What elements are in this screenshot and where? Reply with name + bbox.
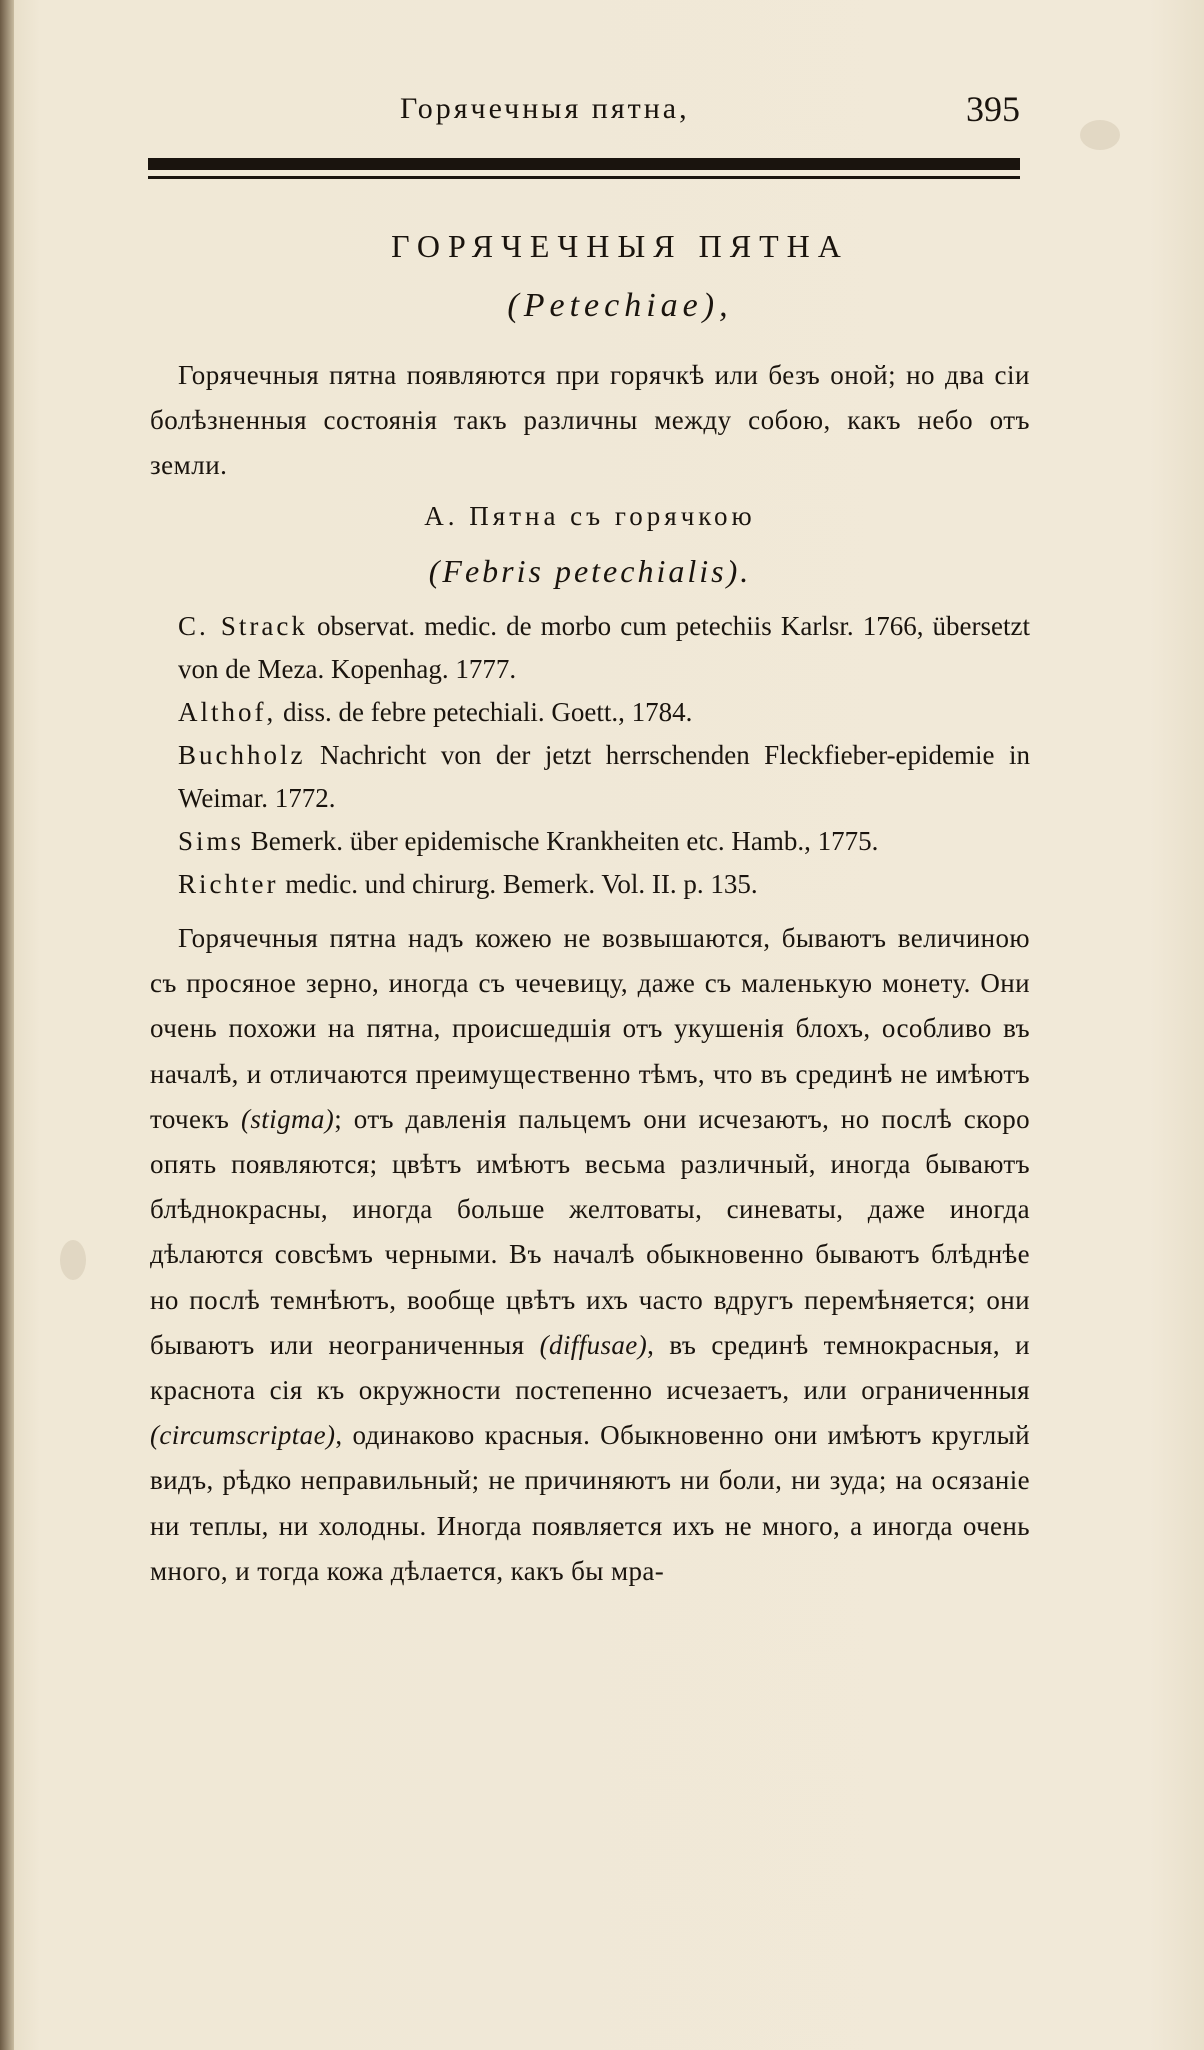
reference-author: Sims bbox=[178, 826, 245, 856]
body-paragraph bbox=[150, 916, 1030, 1594]
latin-term-circumscriptae: (circumscriptae) bbox=[150, 1420, 336, 1451]
reference-item bbox=[150, 691, 1030, 734]
reference-text: observat. medic. de morbo cum petechiis Karlsr. 1766, übersetzt von de Meza. Kopenhag. 1777. bbox=[178, 611, 1030, 684]
reference-item bbox=[150, 863, 1030, 906]
paper-stain bbox=[1080, 120, 1120, 150]
article-title: ГОРЯЧЕЧНЫЯ ПЯТНА bbox=[391, 228, 849, 264]
intro-paragraph: Горячечныя пятна появляются при горячкѣ или безъ оной; но два сіи болѣзненныя состоянія такъ различны между собою, какъ небо отъ земли. bbox=[150, 360, 1030, 480]
body-text-part: , въ срединѣ темнокрасныя, и краснота сія къ окружности постепенно исчезаетъ, или ограниченныя bbox=[150, 1329, 1031, 1406]
article-content bbox=[150, 220, 1030, 1594]
body-text-part: , одинаково красныя. Обыкновенно они имѣютъ круглый видъ, рѣдко неправильный; не причиняютъ ни боли, ни зуда; на осязаніе ни теплы, ни холодны. Иногда появляется ихъ не много, а иногда очень много, и тогда кожа дѣлается, какъ бы мра- bbox=[150, 1420, 1030, 1586]
reference-text: Nachricht von der jetzt herrschenden Fleckfieber-epidemie in Weimar. 1772. bbox=[178, 740, 1030, 813]
reference-item bbox=[150, 605, 1030, 691]
page-number: 395 bbox=[966, 89, 1020, 129]
reference-text: diss. de febre petechiali. Goett., 1784. bbox=[283, 697, 693, 727]
reference-author: C. Strack bbox=[178, 611, 308, 641]
section-a-title: А. Пятна съ горячкою bbox=[424, 501, 756, 531]
latin-term-stigma: (stigma) bbox=[240, 1103, 335, 1134]
binding-edge bbox=[0, 0, 14, 2050]
running-head bbox=[150, 89, 1030, 142]
article-latin-title: (Petechiae), bbox=[507, 287, 733, 324]
references-list bbox=[150, 605, 1030, 906]
section-a-latin: (Febris petechialis). bbox=[428, 553, 752, 589]
running-title: Горячечныя пятна, bbox=[400, 92, 690, 125]
reference-author: Buchholz bbox=[178, 740, 306, 770]
reference-item bbox=[150, 820, 1030, 863]
reference-text: medic. und chirurg. Bemerk. Vol. II. p. 135. bbox=[285, 869, 758, 899]
reference-author: Richter bbox=[178, 869, 279, 899]
paper-stain bbox=[60, 1240, 86, 1280]
body-text-part: Горячечныя пятна надъ кожею не возвышаются, бываютъ величиною съ просяное зерно, иногда съ чечевицу, даже съ маленькую монету. Они очень похожи на пятна, происшедшія отъ укушенія блохъ, особливо въ началѣ, и отличаются преимущественно тѣмъ, что въ срединѣ не имѣютъ точекъ bbox=[150, 923, 1030, 1134]
header-rule-thin bbox=[148, 176, 1020, 179]
header-rule-thick bbox=[148, 158, 1020, 170]
reference-text: Bemerk. über epidemische Krankheiten etc. Hamb., 1775. bbox=[250, 826, 879, 856]
latin-term-diffusae: (diffusae) bbox=[539, 1329, 648, 1360]
reference-author: Althof, bbox=[178, 697, 277, 727]
body-text-part: ; отъ давленія пальцемъ они исчезаютъ, но послѣ скоро опять появляются; цвѣтъ имѣютъ весьма различный, иногда бываютъ блѣднокрасны, иногда больше желтоваты, синеваты, даже иногда дѣлаются совсѣмъ черными. Въ началѣ обыкновенно бываютъ блѣднѣе но послѣ темнѣютъ, вообще цвѣтъ ихъ часто вдругъ перемѣняется; они бываютъ или неограниченныя bbox=[150, 1103, 1030, 1360]
reference-item bbox=[150, 734, 1030, 820]
